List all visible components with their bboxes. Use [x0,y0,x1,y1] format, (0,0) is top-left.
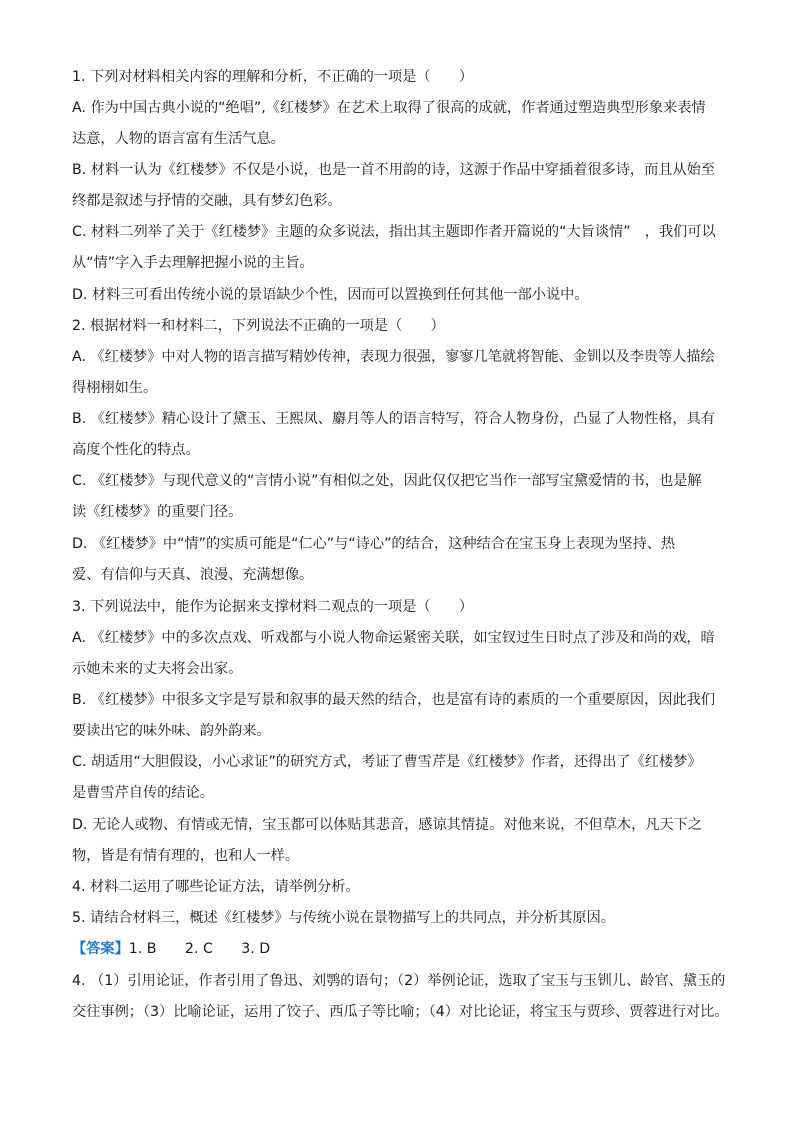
q1-option-c-line2: 从“情”字入手去理解把握小说的主旨。 [72,255,314,271]
q1-option-b-line2: 终都是叙述与抒情的交融，具有梦幻色彩。 [72,193,342,209]
q2-stem: 2. 根据材料一和材料二，下列说法不正确的一项是（ ） [72,318,445,334]
q3-option-c-line2: 是曹雪芹自传的结论。 [72,785,214,801]
q3-option-c-line1: C. 胡适用“大胆假设，小心求证”的研究方式，考证了曹雪芹是《红楼梦》作者，还得出了《红楼梦》 [72,754,702,770]
q3-option-a-line2: 示她未来的丈夫将会出家。 [72,661,243,677]
answer-line [72,939,742,959]
q1-option-a-line2: 达意，人物的语言富有生活气息。 [72,131,285,147]
answer-q4-line2: 交往事例；（3）比喻论证，运用了饺子、西瓜子等比喻；（4）对比论证，将宝玉与贾珍、贾蓉进行对比。 [72,1004,729,1020]
q3-option-d-line2: 物，皆是有情有理的，也和人一样。 [72,848,300,864]
q2-option-d-line2: 爱、有信仰与天真、浪漫、充满想像。 [72,567,314,583]
q4-stem: 4. 材料二运用了哪些论证方法，请举例分析。 [72,879,360,895]
q3-stem: 3. 下列说法中，能作为论据来支撑材料二观点的一项是（ ） [72,599,474,615]
q2-option-c-line2: 读《红楼梦》的重要门径。 [72,504,243,520]
q1-option-a-line1: A. 作为中国古典小说的“绝唱”,《红楼梦》在艺术上取得了很高的成就，作者通过塑造典型形象来表情 [72,100,706,116]
q1-stem: 1. 下列对材料相关内容的理解和分析，不正确的一项是（ ） [72,69,474,85]
q3-option-b-line2: 要读出它的味外味、韵外韵来。 [72,723,271,739]
answer-tag: 【答案】 [72,941,129,957]
q5-stem: 5. 请结合材料三，概述《红楼梦》与传统小说在景物描写上的共同点，并分析其原因。 [72,910,615,926]
q2-option-d-line1: D. 《红楼梦》中“情”的实质可能是“仁心”与“诗心”的结合，这种结合在宝玉身上表现为坚持、热 [72,536,676,552]
q2-option-c-line1: C. 《红楼梦》与现代意义的“言情小说”有相似之处，因此仅仅把它当作一部写宝黛爱情的书，也是解 [72,473,702,489]
q1-option-b-line1: B. 材料一认为《红楼梦》不仅是小说，也是一首不用韵的诗，这源于作品中穿插着很多诗，而且从始至 [72,162,716,178]
q2-option-b-line1: B. 《红楼梦》精心设计了黛玉、王熙凤、麝月等人的语言特写，符合人物身份，凸显了人物性格，具有 [72,411,716,427]
q3-option-d-line1: D. 无论人或物、有情或无情，宝玉都可以体贴其悲音，感谅其情㨗。对他来说，不但草木，凡天下之 [72,817,703,833]
answer-choices: 1. B 2. C 3. D [128,941,271,957]
q2-option-a-line2: 得栩栩如生。 [72,380,158,396]
q3-option-a-line1: A. 《红楼梦》中的多次点戏、听戏都与小说人物命运紧密关联，如宝钗过生日时点了涉及和尚的戏，暗 [72,630,715,646]
q3-option-b-line1: B. 《红楼梦》中很多文字是写景和叙事的最天然的结合，也是富有诗的素质的一个重要原因，因此我们 [72,692,716,708]
q2-option-b-line2: 高度个性化的特点。 [72,442,200,458]
q1-option-c-line1: C. 材料二列举了关于《红楼梦》主题的众多说法，指出其主题即作者开篇说的“大旨谈情” ，我们可以 [72,224,716,240]
q1-option-d-line1: D. 材料三可看出传统小说的景语缺少个性，因而可以置换到任何其他一部小说中。 [72,287,589,303]
answer-q4-line1: 4. （1）引用论证，作者引用了鲁迅、刘鹗的语句；（2）举例论证，选取了宝玉与玉钏儿、龄官、黛玉的 [72,973,726,989]
q2-option-a-line1: A. 《红楼梦》中对人物的语言描写精妙传神，表现力很强，寥寥几笔就将智能、金钏以及李贵等人描绘 [72,349,715,365]
